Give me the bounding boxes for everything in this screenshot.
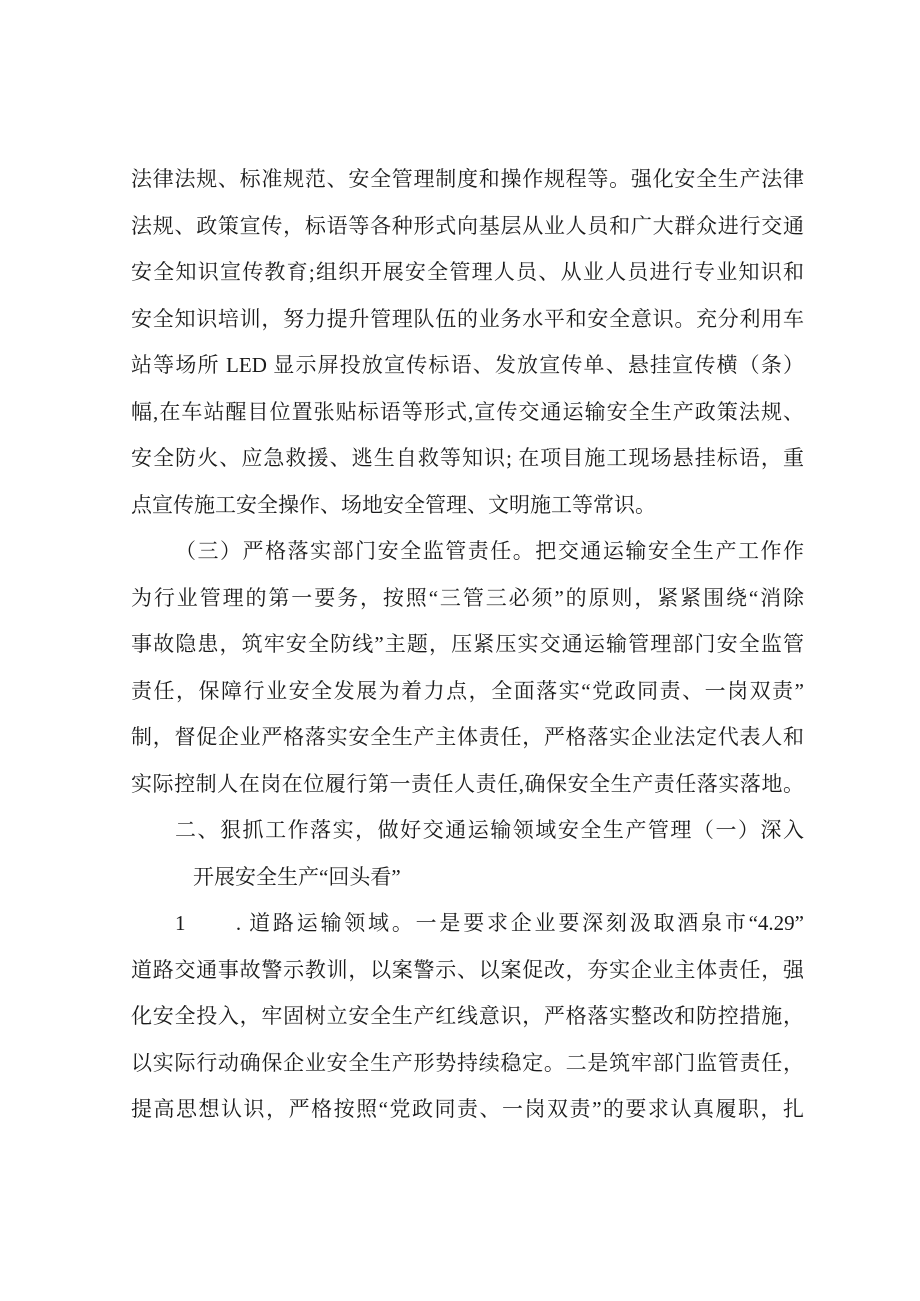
text-line: 开展安全生产“回头看” — [193, 864, 401, 889]
text-line: 道路交通事故警示教训，以案警示、以案促改，夯实企业主体责任，强 — [131, 957, 804, 982]
text-line: 站等场所 LED 显示屏投放宣传标语、发放宣传单、悬挂宣传横（条） — [131, 353, 804, 377]
text-line: 1 . 道路运输领域。一是要求企业要深刻汲取酒泉市“4.29” — [175, 911, 804, 935]
text-line: （三）严格落实部门安全监管责任。把交通运输安全生产工作作 — [175, 539, 804, 563]
text-line: 法规、政策宣传，标语等各种形式向基层从业人员和广大群众进行交通 — [131, 213, 804, 238]
text-line: 幅,在车站醒目位置张贴标语等形式,宣传交通运输安全生产政策法规、 — [131, 399, 804, 424]
text-line: 安全防火、应急救援、逃生自救等知识; 在项目施工现场悬挂标语，重 — [131, 446, 804, 470]
text-line: 制，督促企业严格落实安全生产主体责任，严格落实企业法定代表人和 — [131, 725, 804, 749]
text-line: 提高思想认识，严格按照“党政同责、一岗双责”的要求认真履职，扎 — [131, 1097, 804, 1121]
text-line: 化安全投入，牢固树立安全生产红线意识，严格落实整改和防控措施， — [131, 1004, 804, 1028]
text-line: 实际控制人在岗在位履行第一责任人责任,确保安全生产责任落实落地。 — [131, 771, 804, 796]
text-line: 安全知识培训，努力提升管理队伍的业务水平和安全意识。充分利用车 — [131, 306, 804, 331]
text-line: 以实际行动确保企业安全生产形势持续稳定。二是筑牢部门监管责任， — [131, 1050, 804, 1075]
text-line: 为行业管理的第一要务，按照“三管三必须”的原则，紧紧围绕“消除 — [131, 585, 804, 610]
text-line: 二、狠抓工作落实，做好交通运输领域安全生产管理（一）深入 — [175, 818, 804, 842]
text-line: 法律法规、标准规范、安全管理制度和操作规程等。强化安全生产法律 — [131, 167, 804, 191]
text-line: 安全知识宣传教育;组织开展安全管理人员、从业人员进行专业知识和 — [131, 260, 804, 284]
text-line: 责任，保障行业安全发展为着力点，全面落实“党政同责、一岗双责” — [131, 678, 804, 703]
text-line: 点宣传施工安全操作、场地安全管理、文明施工等常识。 — [131, 492, 656, 517]
document-body — [131, 156, 804, 1133]
text-line: 事故隐患，筑牢安全防线”主题，压紧压实交通运输管理部门安全监管 — [131, 632, 804, 656]
